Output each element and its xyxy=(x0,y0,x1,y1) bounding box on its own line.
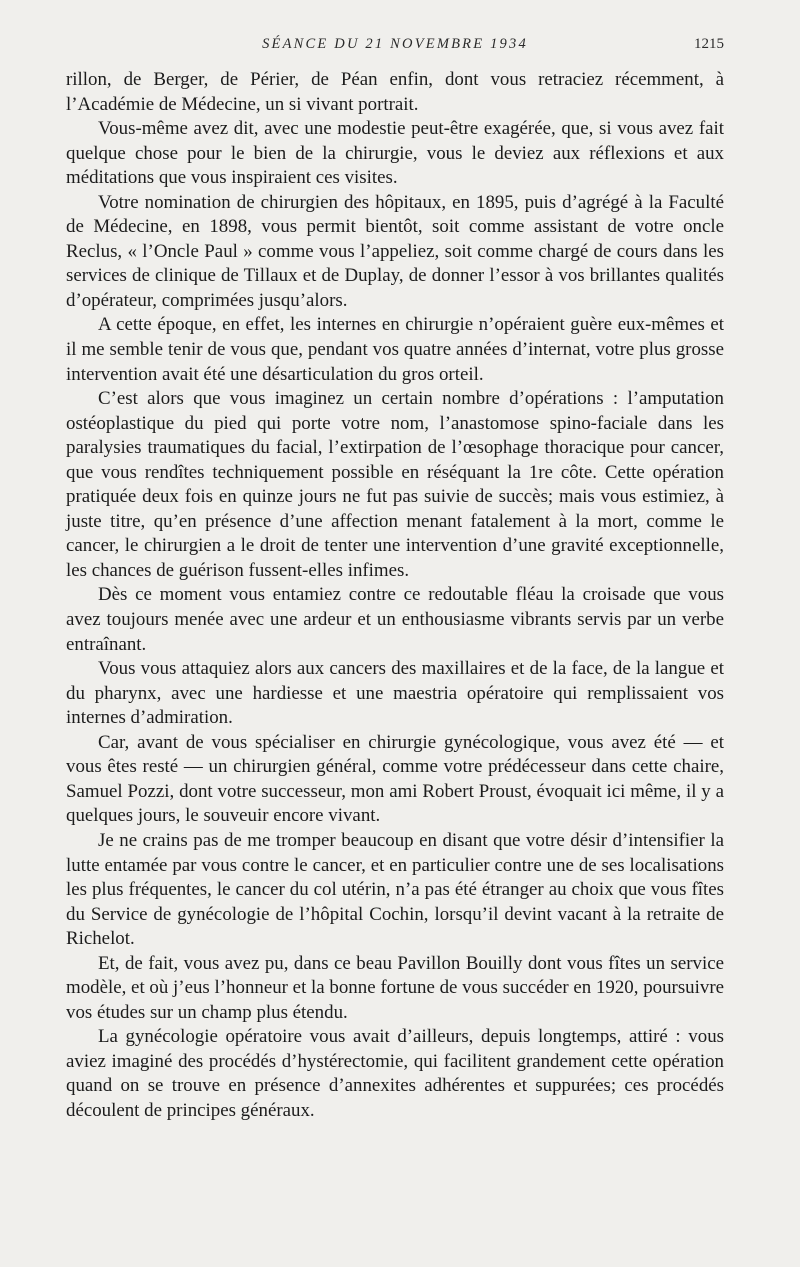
paragraph: C’est alors que vous imaginez un certain nombre d’opérations : l’amputation ostéoplastique du pied qui porte votre nom, l’anastomose spino-faciale dans les paralysies traumatiques du facial, l’extirpation de l’œsophage thoracique pour cancer, que vous rendîtes techniquement possible en réséquant la 1re côte. Cette opération pratiquée deux fois en quinze jours ne fut pas suivie de succès; mais vous estimiez, à juste titre, qu’en présence d’une affection menant fatalement à la mort, comme le cancer, le chirurgien a le droit de tenter une intervention d’une gravité exceptionnelle, les chances de guérison fussent-elles infimes. xyxy=(66,388,724,581)
running-title: SÉANCE DU 21 NOVEMBRE 1934 xyxy=(262,36,528,52)
paragraph: Car, avant de vous spécialiser en chirurgie gynécologique, vous avez été — et vous êtes resté — un chirurgien général, comme votre prédécesseur dans cette chaire, Samuel Pozzi, dont votre successeur, mon ami Robert Proust, évoquait ici même, il y a quelques jours, le souveuir encore vivant. xyxy=(66,731,724,827)
paragraph: Votre nomination de chirurgien des hôpitaux, en 1895, puis d’agrégé à la Faculté de Médecine, en 1898, vous permit bientôt, soit comme assistant de votre oncle Reclus, « l’Oncle Paul » comme vous l’appeliez, soit comme chargé de cours dans les services de clinique de Tillaux et de Duplay, de donner l’essor à vos brillantes qualités d’opérateur, comprimées jusqu’alors. xyxy=(66,191,724,311)
paragraph-continued: rillon, de Berger, de Périer, de Péan enfin, dont vous retraciez récemment, à l’Académie de Médecine, un si vivant portrait. xyxy=(66,69,724,115)
paragraph: Et, de fait, vous avez pu, dans ce beau Pavillon Bouilly dont vous fîtes un service modèle, et où j’eus l’honneur et la bonne fortune de vous succéder en 1920, poursuivre vos études sur un champ plus étendu. xyxy=(66,952,724,1023)
paragraph: Vous vous attaquiez alors aux cancers des maxillaires et de la face, de la langue et du pharynx, avec une hardiesse et une maestria opératoire qui remplissaient vos internes d’admiration. xyxy=(66,658,724,729)
paragraph: A cette époque, en effet, les internes en chirurgie n’opéraient guère eux-mêmes et il me semble tenir de vous que, pendant vos quatre années d’internat, votre plus grosse intervention avait été une désarticulation du gros orteil. xyxy=(66,314,724,385)
paragraph: La gynécologie opératoire vous avait d’ailleurs, depuis longtemps, attiré : vous aviez imaginé des procédés d’hystérectomie, qui facilitent grandement cette opération quand on se trouve en présence d’annexites adhérentes et suppurées; ces procédés découlent de principes généraux. xyxy=(66,1026,724,1121)
page-header xyxy=(66,36,724,58)
paragraph: Je ne crains pas de me tromper beaucoup en disant que votre désir d’intensifier la lutte entamée par vous contre le cancer, et en particulier contre une de ses localisations les plus fréquentes, le cancer du col utérin, n’a pas été étranger au choix que vous fîtes du Service de gynécologie de l’hôpital Cochin, lorsqu’il devint vacant à la retraite de Richelot. xyxy=(66,829,724,950)
paragraph: Dès ce moment vous entamiez contre ce redoutable fléau la croisade que vous avez toujours menée avec une ardeur et un enthousiasme vibrants servis par un verbe entraînant. xyxy=(66,584,724,655)
body-text xyxy=(66,68,724,1124)
paragraph: Vous-même avez dit, avec une modestie peut-être exagérée, que, si vous avez fait quelque chose pour le bien de la chirurgie, vous le deviez aux réflexions et aux méditations que vous inspiraient ces visites. xyxy=(66,118,724,189)
page-number: 1215 xyxy=(694,36,724,52)
